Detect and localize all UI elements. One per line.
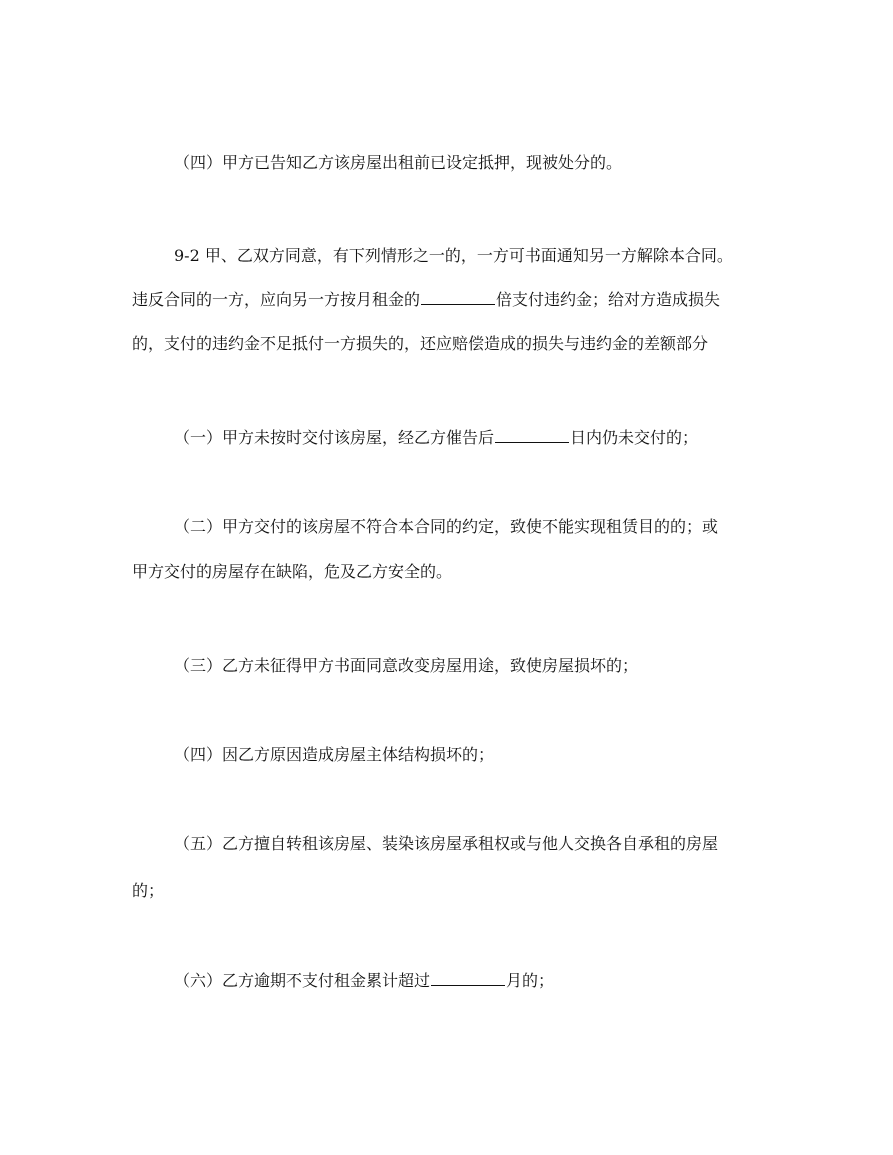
clause-9-2-compensation	[132, 333, 772, 355]
paragraph-text: （三）乙方未征得甲方书面同意改变房屋用途，致使房屋损坏的；	[174, 656, 639, 675]
paragraph-text: 倍支付违约金；给对方造成损失	[496, 290, 721, 309]
paragraph-text: （五）乙方擅自转租该房屋、装染该房屋承租权或与他人交换各自承租的房屋	[174, 834, 719, 853]
paragraph-text: （一）甲方未按时交付该房屋，经乙方催告后	[174, 428, 495, 447]
paragraph-text: （四）因乙方原因造成房屋主体结构损坏的；	[174, 745, 495, 764]
paragraph-text: 违反合同的一方，应向另一方按月租金的	[132, 290, 421, 309]
item-three	[174, 655, 814, 677]
paragraph-text: 9-2 甲、乙双方同意，有下列情形之一的，一方可书面通知另一方解除本合同。	[174, 246, 733, 265]
item-two-line-2	[132, 561, 772, 583]
fill-in-blank	[421, 290, 495, 305]
clause-9-2-intro	[174, 245, 814, 267]
item-four	[174, 744, 814, 766]
paragraph-text: （六）乙方逾期不支付租金累计超过	[174, 971, 431, 990]
paragraph-text: 月的；	[506, 971, 555, 990]
fill-in-blank	[495, 428, 569, 443]
paragraph-text: （四）甲方已告知乙方该房屋出租前已设定抵押，现被处分的。	[174, 153, 623, 172]
paragraph-text: 的；	[132, 881, 165, 900]
paragraph-text: 甲方交付的房屋存在缺陷，危及乙方安全的。	[132, 562, 453, 581]
fill-in-blank	[431, 971, 505, 986]
clause-9-2-penalty	[132, 289, 772, 311]
item-one	[174, 427, 814, 449]
item-five-line-2	[132, 880, 772, 902]
item-two-line-1	[174, 516, 814, 538]
paragraph-text: （二）甲方交付的该房屋不符合本合同的约定，致使不能实现租赁目的的；或	[174, 517, 719, 536]
item-six	[174, 970, 814, 992]
paragraph-text: 日内仍未交付的；	[570, 428, 699, 447]
item-five-line-1	[174, 833, 814, 855]
paragraph-mortgage-disposed	[174, 152, 814, 174]
paragraph-text: 的，支付的违约金不足抵付一方损失的，还应赔偿造成的损失与违约金的差额部分	[132, 334, 709, 353]
